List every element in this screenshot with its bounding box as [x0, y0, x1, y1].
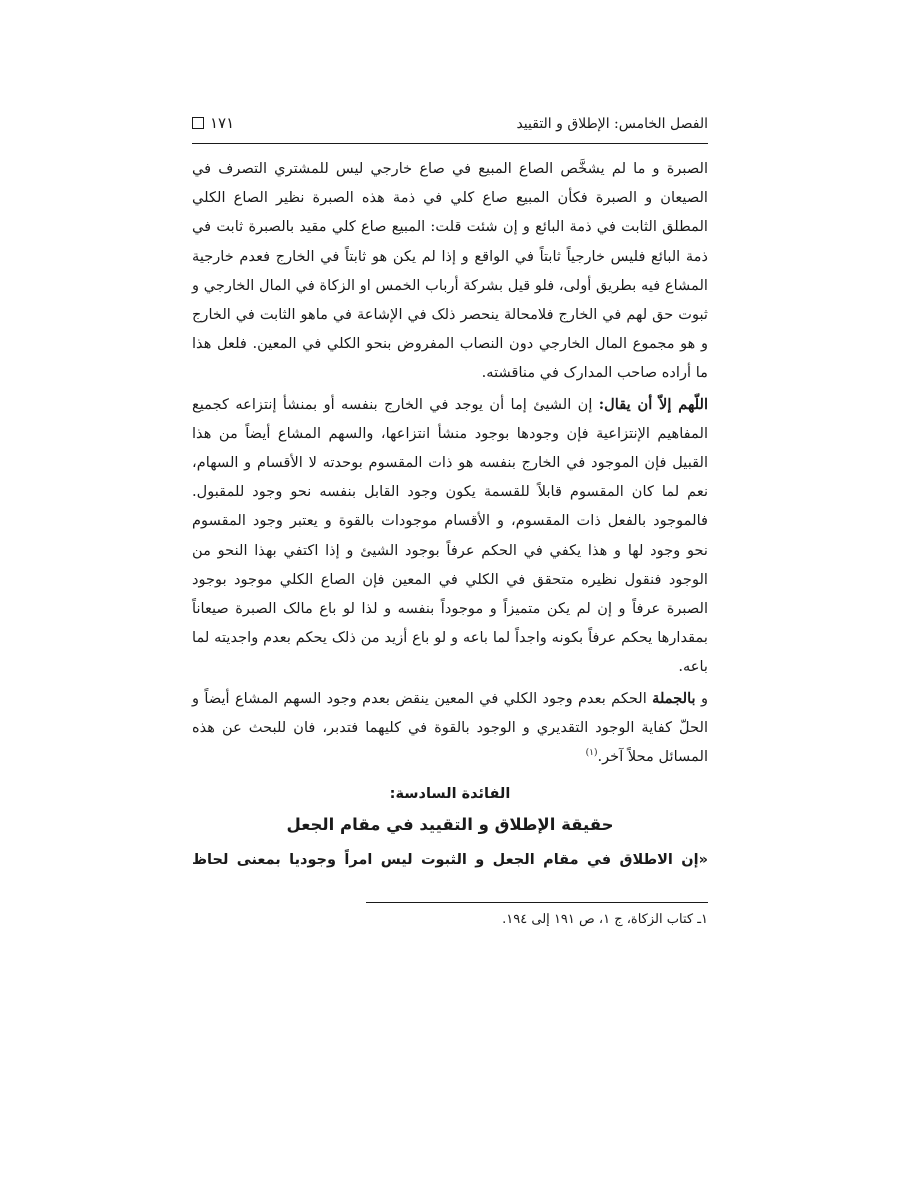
paragraph-text: إن الشيئ إما أن يوجد في الخارج بنفسه أو بمنشأ إنتزاعه كجميع المفاهيم الإنتزاعية فإن وجودها بوجود منشأ انتزاعها، والسهم المشاع أيضاً من هذا القبيل فإن الموجود في الخارج بنفسه هو ذات المقسوم بوحدته لا الأقسام و السهام، نعم لما كان المقسوم قابلاً للقسمة يكون وجود القابل بنفسه نحو وجود للمقبول. فالموجود بالفعل ذات المقسوم، و الأقسام موجودات بالقوة و يعتبر وجود المقسوم نحو وجود لها و هذا يكفي في الحكم عرفاً بوجود الشيئ و إذا اكتفي بهذا النحو من الوجود فنقول نظيره متحقق في الكلي في المعين فإن الصاع الكلي موجود بوجود الصبرة عرفاً و إن لم يكن متميزاً و موجوداً بنفسه و لذا لو باع مالک الصبرة صيعاناً بمقدارها يحكم عرفاً بكونه واجداً لما باعه و لو باع أزيد من ذلک يحكم بعدم واجديته لما باعه. [192, 395, 708, 676]
header-rule [192, 143, 708, 144]
paragraph-prefix: و [695, 689, 709, 707]
section-label: الفائدة السادسة: [389, 786, 511, 802]
paragraph [192, 390, 708, 682]
footnote-rule [366, 902, 708, 903]
paragraph-lead: اللّهم إلاّ أن يقال: [598, 395, 708, 413]
paragraph [192, 684, 708, 772]
running-header [192, 112, 708, 142]
chapter-title: الفصل الخامس: الإطلاق و التقييد [516, 116, 708, 132]
paragraph-text: الحكم بعدم وجود الكلي في المعين ينقض بعدم وجود السهم المشاع أيضاً و الحلّ كفاية الوجود التقديري و الوجود بالقوة في كليهما فتدبر، فان للبحث عن هذه المسائل محلاً آخر. [192, 689, 708, 766]
square-icon [192, 117, 204, 129]
main-text [192, 154, 708, 771]
paragraph-text: الصبرة و ما لم يشخَّص الصاع المبيع في صاع خارجي ليس للمشتري التصرف في الصيعان و الصبرة فكأن المبيع صاع كلي في ذمة هذه الصبرة نظير الصاع الكلي المطلق الثابت في ذمة البائع و إن شئت قلت: المبيع صاع كلي مقيد بالصبرة ثابت في ذمة البائع فليس خارجياً ثابتاً في الواقع و إذا لم يكن هو ثابتاً في الخارج فعدم خارجية المشاع فيه بطريق أولى، فلو قيل بشركة أرباب الخمس او الزكاة في المال الخارجي و ثبوت حق لهم في الخارج فلامحالة ينحصر ذلک في الإشاعة في ماهو الثابت في الخارج و هو مجموع المال الخارجي دون النصاب المفروض بنحو الكلي في المعين. فلعل هذا ما أراده صاحب المدارک في مناقشته. [192, 160, 708, 382]
footnote-marker: (١) [585, 748, 598, 759]
section-title: حقيقة الإطلاق و التقييد في مقام الجعل [286, 815, 614, 834]
paragraph [192, 154, 708, 388]
page-number: ١٧١ [210, 114, 235, 132]
page-number-area [192, 114, 234, 132]
paragraph-lead: بالجملة [652, 689, 696, 707]
footnote: ١ـ كتاب الزكاة، ج ١، ص ١٩١ إلى ١٩٤. [502, 912, 708, 927]
quoted-text: «إن الاطلاق في مقام الجعل و الثبوت ليس امراً وجوديا بمعنى لحاظ [192, 852, 708, 868]
